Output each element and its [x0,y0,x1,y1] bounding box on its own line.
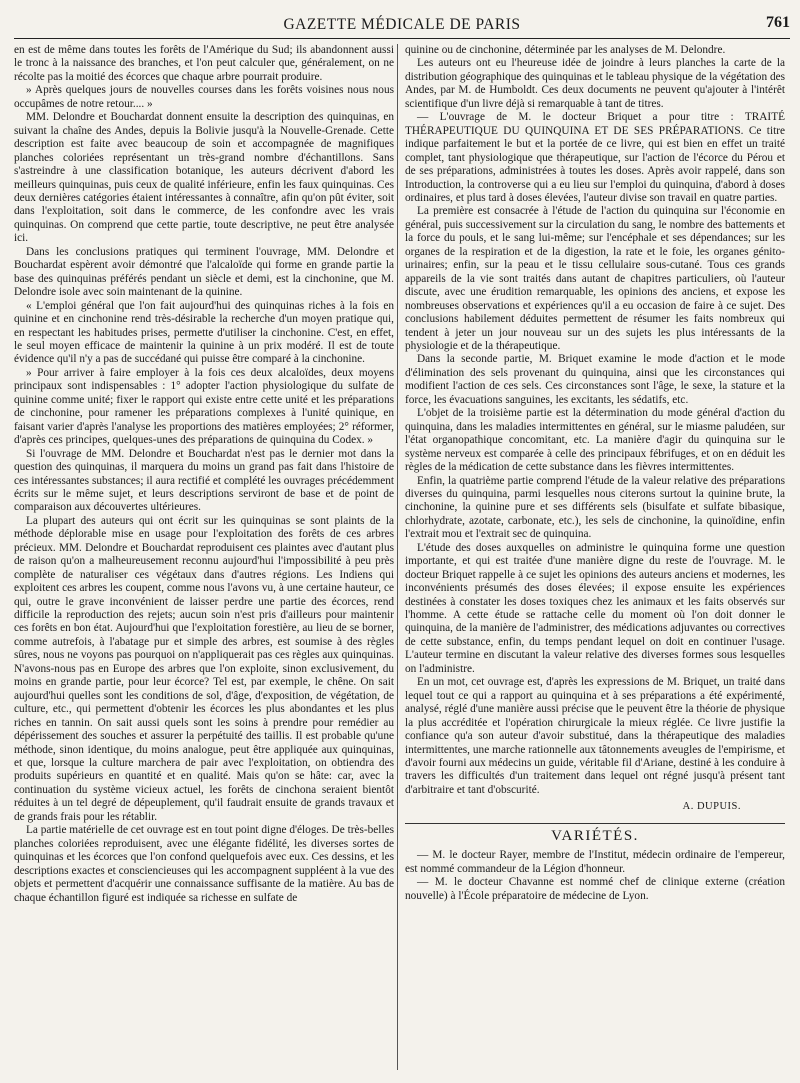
paragraph: En un mot, cet ouvrage est, d'après les expressions de M. Briquet, un traité dans lequel tout ce qui a rapport au quinquina et à ses préparations a été expérimenté, analysé, réglé d'une manière aussi précise que le peuvent être la théorie de physique la plus accréditée et l'opération chirurgicale la mieux réglée. Ce livre justifie la confiance qu'a son auteur d'avoir substitué, dans la thérapeutique des maladies intermittentes, une marche rationnelle aux tâtonnements aveugles de l'empirisme, et d'avoir fourni aux médecins un guide, véritable fil d'Ariane, destiné à les conduire à travers les difficultés d'un traitement dans lequel ont régné jusqu'à présent tant d'arbitraire et tant d'obscurité. [405,676,785,796]
paragraph: L'étude des doses auxquelles on administre le quinquina forme une question importante, et qui est traitée d'une manière digne du reste de l'ouvrage. M. le docteur Briquet rappelle à ce sujet les opinions des auteurs anciens et modernes, les inconvénients présumés des doses élevées; il expose ensuite les expériences destinées à constater les doses toxiques chez les animaux et les faits observés sur l'homme. A cette étude se rattache celle du moment où l'on doit donner le quinquina, de la manière de l'administrer, des médications adjuvantes ou correctives de cette substance, enfin, du temps pendant lequel on doit en continuer l'usage. L'auteur termine en discutant la valeur relative des diverses formes sous lesquelles on l'administre. [405,541,785,675]
paragraph: « L'emploi général que l'on fait aujourd'hui des quinquinas riches à la fois en quinine et en cinchonine rend très-désirable la recherche d'un moyen pratique qui, en respectant les habitudes prises, permette d'utiliser la cinchonine. C'est, en effet, le seul moyen efficace de maintenir la quinine à un prix modéré. Il est de toute évidence qu'il n'y a pas de succédané qui puisse être comparé à la cinchonine. [14,299,394,366]
paragraph: — L'ouvrage de M. le docteur Briquet a pour titre : TRAITÉ THÉRAPEUTIQUE DU QUINQUINA ET DE SES PRÉPARATIONS. Ce titre indique parfaitement le but et la portée de ce livre, qui est bien en effet un traité complet, tant physiologique que thérapeutique, sur l'action de l'écorce du Pérou et de ses préparations, administrées à toutes les doses. Après avoir rappelé, dans son Introduction, la controverse qui a eu lieu sur l'emploi du quinquina, d'abord à doses ordinaires, et plus tard à doses élevées, l'auteur divise son travail en quatre parties. [405,111,785,204]
section-title: VARIÉTÉS. [551,827,639,844]
section-separator [405,823,785,824]
news-item: — M. le docteur Chavanne est nommé chef de clinique externe (création nouvelle) à l'École préparatoire de médecine de Lyon. [405,876,785,902]
column-divider [397,44,398,1070]
right-column [405,44,785,903]
paragraph: » Après quelques jours de nouvelles courses dans les forêts voisines nous nous occupâmes de notre retour.... » [14,84,394,110]
paragraph: La plupart des auteurs qui ont écrit sur les quinquinas se sont plaints de la méthode déplorable mise en usage pour l'exploitation des forêts de ces arbres précieux. MM. Delondre et Bouchardat reproduisent ces plaintes avec d'autant plus de raison qu'on a malheureusement reconnu aujourd'hui l'impossibilité à peu près complète de naturaliser ces végétaux dans d'autres régions. Les Indiens qui exploitent ces arbres les coupent, comme nous l'avons vu, à une certaine hauteur, ce qui, outre le grave inconvénient de laisser perdre une partie des écorces, rend difficile la reproduction des rejets; aucun soin n'est pris d'ailleurs pour maintenir ces forêts en bon état. Aujourd'hui que l'exploitation forestière, au lieu de se borner, comme autrefois, à l'abatage pur et simple des arbres, est soumise à des règles sûres, nous ne voyons pas pourquoi on n'appliquerait pas ces règles aux quinquinas. N'avons-nous pas en Europe des arbres que l'on exploite, sinon exclusivement, du moins en grande partie, pour leur écorce? Tel est, par exemple, le chêne. On sait aujourd'hui quelles sont les conditions de sol, d'âge, d'exposition, de végétation, de culture, etc., qui permettent d'obtenir les écorces les plus abondantes et les plus riches en tannin. On sait aussi quels sont les soins à prendre pour remédier au dépérissement des souches et assurer la perpétuité des taillis. Il est probable qu'une méthode, sinon identique, du moins analogue, peut être appliquée aux quinquinas, et que, lorsque la culture marchera de pair avec l'exploitation, on obtiendra des produits supérieurs en quantité et en qualité. Mais qu'on se hâte: car, avec la continuation du système vicieux actuel, les forêts de cinchona seraient bientôt réduites à un tel degré de dépeuplement, qu'il faudrait ensuite de grands travaux et de grands frais pour les rétablir. [14,514,394,823]
left-column [14,44,394,905]
journal-title: GAZETTE MÉDICALE DE PARIS [283,16,521,33]
paragraph: en est de même dans toutes les forêts de l'Amérique du Sud; ils abandonnent aussi le tronc à la naissance des branches, et l'on peut calculer que, généralement, on ne récolte pas la moitié des écorces que chaque arbre pourrait produire. [14,44,394,83]
paragraph: Dans les conclusions pratiques qui terminent l'ouvrage, MM. Delondre et Bouchardat espèrent avoir démontré que l'alcaloïde qui forme en grande partie la base des quinquinas préférés pendant un siècle et demi, est la cinchonine, que M. Delondre isole avec soin maintenant de la quinine. [14,245,394,299]
paragraph: Enfin, la quatrième partie comprend l'étude de la valeur relative des préparations diverses du quinquina, parmi lesquelles nous citerons surtout la quinine brute, la cinchonine, la quinine pure et ses différents sels (bisulfate et sulfate bibasique, chlorhydrate, azotate, carbonate, etc.), les sels de cinchonine, la quinoïdine, enfin l'extrait mou et l'extrait sec de quinquina. [405,474,785,541]
paragraph: La partie matérielle de cet ouvrage est en tout point digne d'éloges. De très-belles planches coloriées reproduisent, avec une élégante fidélité, les diverses sortes de quinquinas et les écorces que l'on confond quelquefois avec eux. Ces dessins, et les descriptions exactes et consciencieuses qui les accompagnent suppléent à la vue des objets et permettent d'acquérir une connaissance suffisante de la matière. Au bas de chaque échantillon figuré est indiquée sa richesse en sulfate de [14,824,394,904]
page-number: 761 [766,14,790,31]
paragraph: quinine ou de cinchonine, déterminée par les analyses de M. Delondre. [405,44,726,56]
paragraph: L'objet de la troisième partie est la détermination du mode général d'action du quinquina, dans les maladies intermittentes en général, sur le miasme paludéen, sur l'état organopathique concomitant, etc. La manière d'agir du quinquina sur le système nerveux est comparée à celle des principaux fébrifuges, et on en déduit les règles de la médication de cette substance dans les fièvres intermittentes. [405,407,785,474]
paragraph: Les auteurs ont eu l'heureuse idée de joindre à leurs planches la carte de la distribution géographique des quinquinas et le tableau physique de la végétation des Andes, par M. de Humboldt. Ces deux documents ne peuvent qu'ajouter à l'intérêt scientifique d'un livre déjà si remarquable à tant de titres. [405,57,785,110]
author-signature: A. DUPUIS. [682,801,741,813]
paragraph: Dans la seconde partie, M. Briquet examine le mode d'action et le mode d'élimination des sels provenant du quinquina, ainsi que les circonstances qui modifient l'action de ces sels. Ces circonstances sont l'âge, le sexe, la stature et la force, les évacuations sanguines, les excitants, les sédatifs, etc. [405,353,785,406]
news-item: — M. le docteur Rayer, membre de l'Institut, médecin ordinaire de l'empereur, est nommé commandeur de la Légion d'honneur. [405,849,785,875]
paragraph: » Pour arriver à faire employer à la fois ces deux alcaloïdes, deux moyens principaux sont indispensables : 1° adopter l'action physiologique du sulfate de quinine comme unité; fixer le rapport qui existe entre cette unité et les préparations de cinchonine, pour ramener les préparations complexes à l'unité quinique, en faisant varier d'après l'analyse les proportions des matières employées; 2° réformer, d'après ces principes, quelques-unes des préparations de quinquina du Codex. » [14,366,394,447]
page-header [14,14,790,39]
paragraph: Si l'ouvrage de MM. Delondre et Bouchardat n'est pas le dernier mot dans la question des quinquinas, il marquera du moins un grand pas fait dans l'histoire de ces intéressantes substances; il aura rectifié et complété les ouvrages précédemment écrits sur le même sujet, et leurs descriptions serviront de base et de point de comparaison aux découvertes ultérieures. [14,447,394,514]
paragraph: MM. Delondre et Bouchardat donnent ensuite la description des quinquinas, en suivant la chaîne des Andes, depuis la Bolivie jusqu'à la Nouvelle-Grenade. Cette description est faite avec beaucoup de soin et accompagnée de magnifiques planches coloriées représentant un très-grand nombre d'échantillons. Sans s'astreindre à une classification botanique, les auteurs décrivent d'abord les meilleurs quinquinas, puis ceux de qualité inférieure, enfin les faux quinquinas. Ces deux dernières catégories étaient intéressantes à connaître, afin qu'on pût éviter, soit dans l'exploitation, soit dans le commerce, de les confondre avec les vrais quinquinas. On comprend que cette partie, toute descriptive, ne peut être analysée ici. [14,111,394,245]
paragraph: La première est consacrée à l'étude de l'action du quinquina sur l'économie en général, puis successivement sur la circulation du sang, le nombre des battements et la force du pouls, et le sang lui-même; sur l'encéphale et ses dépendances; sur les organes de la respiration et de la digestion, la rate et le foie, les organes génito-urinaires; enfin, sur la peau et le tissu cellulaire sous-cutané. Tous ces grands appareils de la vie sont traités dans autant de chapitres particuliers, où l'auteur discute, avec une érudition remarquable, les opinions des anciens, et expose les nombreuses observations et expériences qu'il a eu occasion de faire à ce sujet. Des conclusions habilement déduites permettent de résumer les faits nombreux qui tendent à jeter un jour nouveau sur un des sujets les plus intéressants de la physiologie et de la thérapeutique. [405,205,785,352]
